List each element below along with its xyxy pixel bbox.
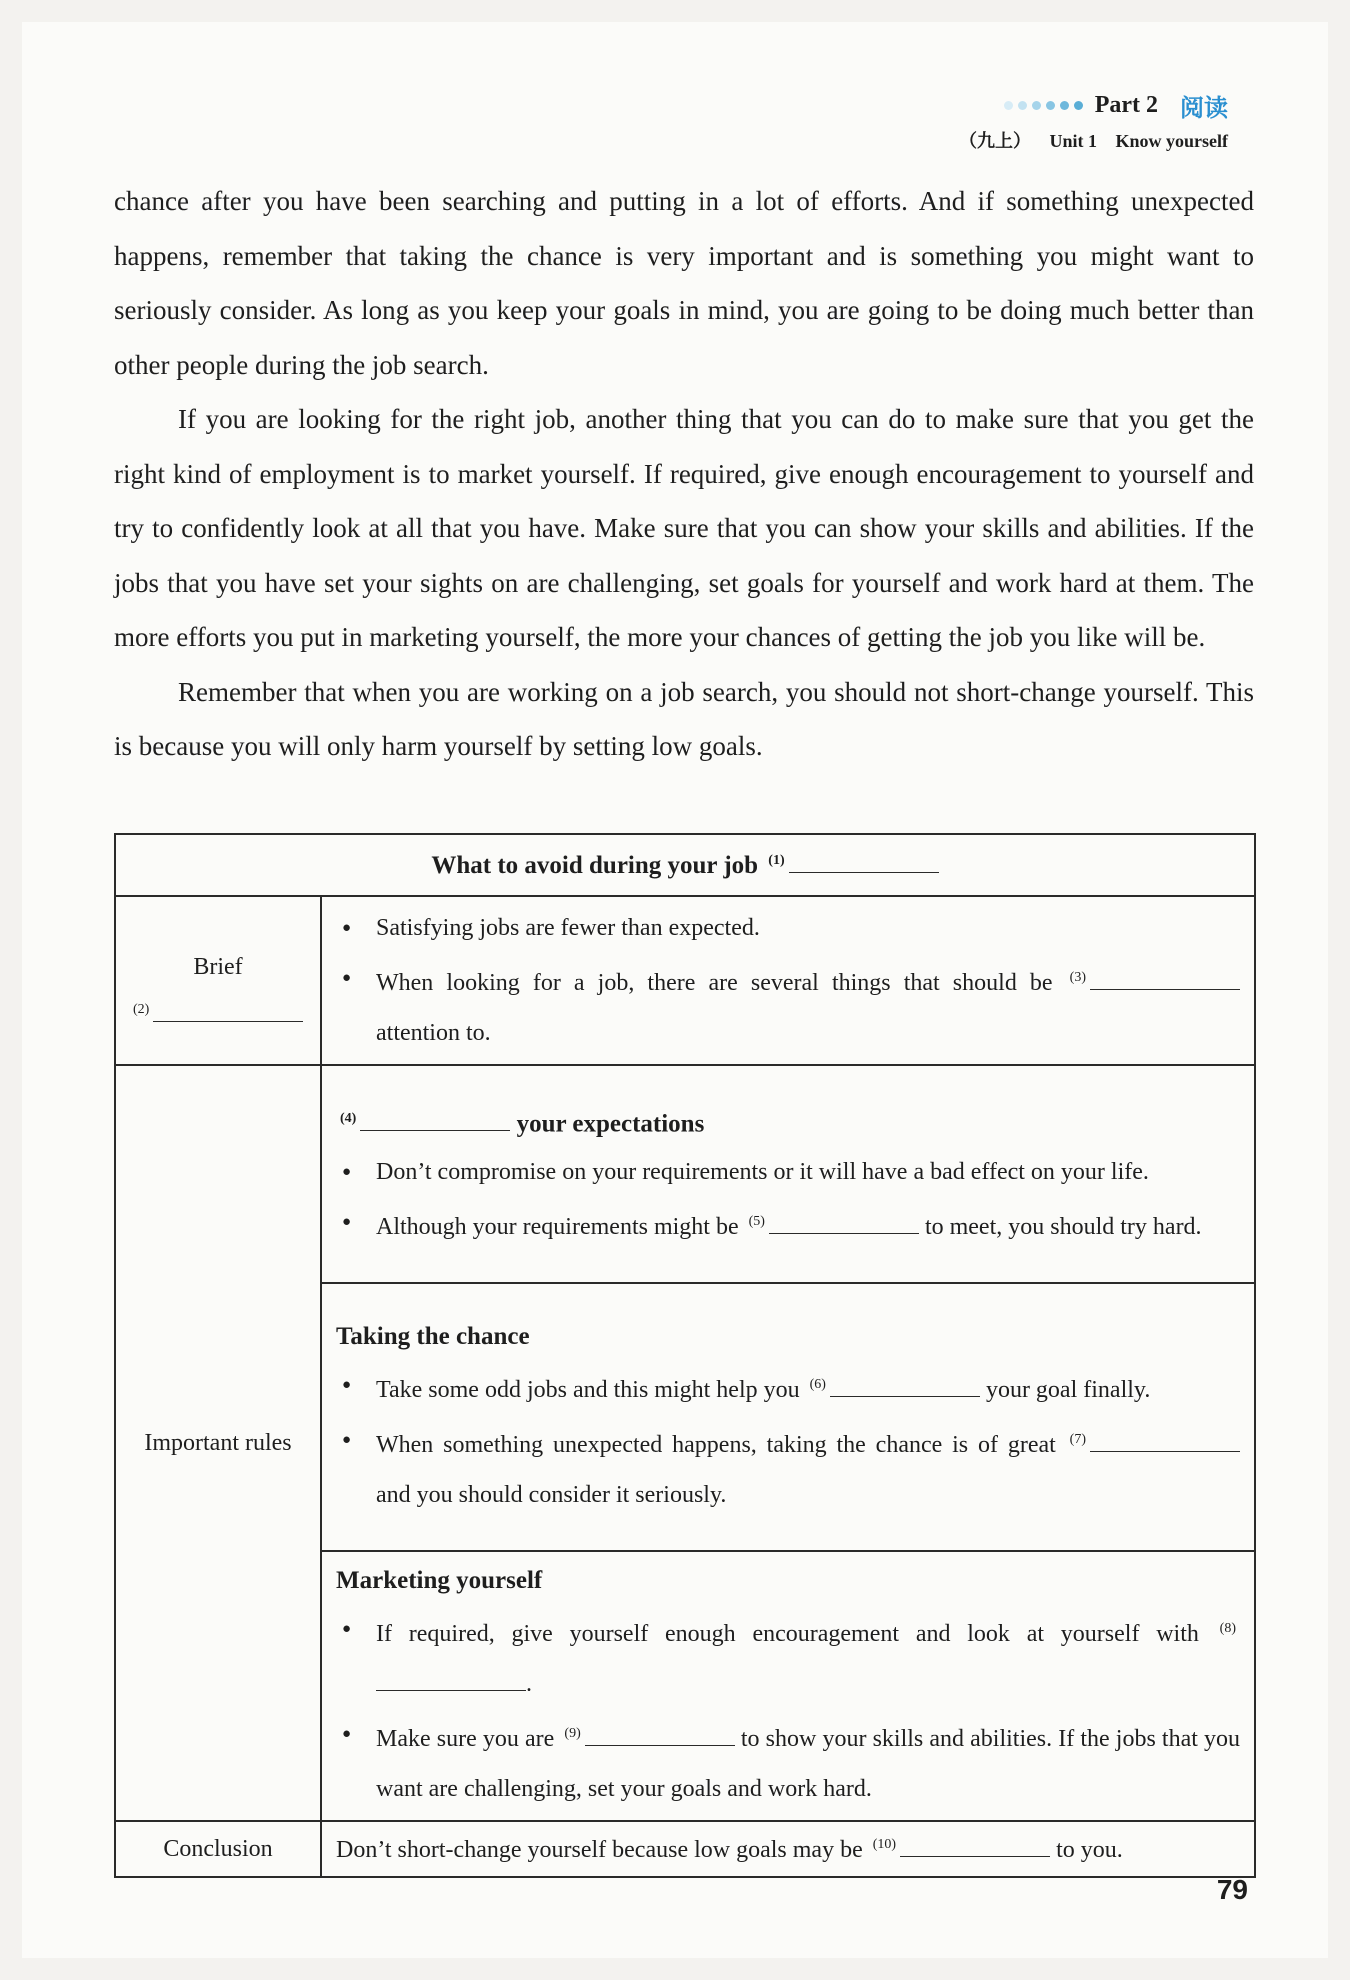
list-item — [336, 1197, 1240, 1252]
decorative-dots — [1004, 101, 1083, 110]
dot-icon — [1032, 101, 1041, 110]
dot-icon — [1018, 101, 1027, 110]
bullet-text: Although your requirements might be — [376, 1214, 739, 1241]
page — [22, 22, 1328, 1958]
bullet-text: . — [526, 1671, 532, 1697]
important-rules-label: Important rules — [144, 1429, 292, 1456]
blank-number-1: (1) — [768, 852, 785, 868]
bullet-text: attention to. — [376, 1020, 491, 1046]
reading-passage — [114, 174, 1254, 774]
answer-blank-2[interactable] — [153, 999, 303, 1022]
section-title-text: your expectations — [516, 1110, 705, 1138]
part-label: Part 2 — [1094, 92, 1158, 118]
important-rules-cell — [115, 1065, 321, 1821]
section-expectations-row — [115, 1065, 1255, 1283]
bullet-text: to meet, you should try hard. — [924, 1214, 1202, 1241]
brief-content — [321, 896, 1255, 1065]
answer-blank-3[interactable] — [1090, 967, 1240, 990]
answer-blank-4[interactable] — [360, 1108, 510, 1131]
conclusion-row — [115, 1821, 1255, 1877]
list-item — [336, 1147, 1240, 1197]
conclusion-text: to you. — [1056, 1837, 1123, 1863]
blank-number-9: (9) — [564, 1726, 581, 1741]
list-item — [336, 953, 1240, 1058]
answer-blank-7[interactable] — [1090, 1429, 1240, 1452]
bullet-text: If required, give yourself enough encouragement and look at yourself with — [376, 1621, 1199, 1647]
bullet-text: Satisfying jobs are fewer than expected. — [376, 915, 760, 941]
expectations-content — [321, 1065, 1255, 1283]
dot-icon — [1046, 101, 1055, 110]
grade-label: （九上） — [958, 131, 1031, 151]
brief-row — [115, 896, 1255, 1065]
blank-number-2: (2) — [133, 1002, 150, 1017]
answer-blank-5[interactable] — [769, 1211, 919, 1234]
section-title: Marketing yourself — [336, 1567, 543, 1594]
bullet-text: When something unexpected happens, taking the chance is of great — [376, 1432, 1056, 1458]
list-item — [336, 1709, 1240, 1814]
blank-number-7: (7) — [1069, 1432, 1086, 1447]
bullet-text: and you should consider it seriously. — [376, 1482, 727, 1508]
brief-label: Brief — [193, 954, 243, 980]
paragraph-1: chance after you have been searching and putting in a lot of efforts. And if something unexpected happens, remember that taking the chance is very important and is something you might want to seriously consider. As long as you keep your goals in mind, you are going to be doing much better than other people during the job search. — [114, 186, 1254, 380]
bullet-text: to show your skills and abilities. If the jobs that you want are challenging, set your goals and work hard. — [376, 1726, 1241, 1802]
answer-blank-6[interactable] — [830, 1374, 980, 1397]
answer-blank-9[interactable] — [585, 1723, 735, 1746]
blank-number-10: (10) — [872, 1837, 897, 1852]
paragraph-3: Remember that when you are working on a job search, you should not short-change yourself. This is because you will only harm yourself by setting low goals. — [114, 676, 1254, 761]
answer-blank-8[interactable] — [376, 1668, 526, 1691]
section-title: Taking the chance — [336, 1323, 530, 1350]
blank-number-3: (3) — [1069, 970, 1086, 985]
list-item — [336, 1360, 1240, 1415]
blank-number-5: (5) — [748, 1214, 765, 1230]
conclusion-cell — [115, 1821, 321, 1877]
bullet-text: Don’t compromise on your requirements or it will have a bad effect on your life. — [376, 1159, 1149, 1186]
blank-number-4: (4) — [340, 1110, 357, 1126]
conclusion-label: Conclusion — [163, 1835, 273, 1862]
chance-content — [321, 1283, 1255, 1551]
list-item — [336, 1415, 1240, 1520]
unit-title: Know yourself — [1115, 131, 1228, 151]
conclusion-content — [321, 1821, 1255, 1877]
unit-line — [945, 127, 1228, 153]
list-item — [336, 1604, 1240, 1709]
brief-blank-wrap — [117, 999, 319, 1029]
bullet-text: Take some odd jobs and this might help you — [376, 1377, 800, 1403]
answer-blank-10[interactable] — [900, 1834, 1050, 1857]
blank-number-6: (6) — [809, 1377, 826, 1392]
part-cn-label: 阅读 — [1180, 94, 1228, 122]
bullet-text: your goal finally. — [985, 1377, 1151, 1403]
brief-cell — [115, 896, 321, 1065]
table-title-text: What to avoid during your job — [431, 852, 759, 879]
answer-blank-1[interactable] — [789, 850, 939, 873]
dot-icon — [1060, 101, 1069, 110]
table-title-row — [115, 834, 1255, 896]
dot-icon — [1074, 101, 1083, 110]
conclusion-text: Don’t short-change yourself because low goals may be — [336, 1837, 863, 1863]
page-header — [945, 88, 1228, 153]
marketing-content — [321, 1551, 1255, 1821]
unit-label: Unit 1 — [1049, 131, 1097, 151]
dot-icon — [1004, 101, 1013, 110]
bullet-text: When looking for a job, there are several things that should be — [376, 970, 1053, 996]
paragraph-2: If you are looking for the right job, another thing that you can do to make sure that you get the right kind of employment is to market yourself. If required, give enough encouragement to yourself and try to confidently look at all that you have. Make sure that you can show your skills and abilities. If the jobs that you have set your sights on are challenging, set goals for yourself and work hard at them. The more efforts you put in marketing yourself, the more your chances of getting the job you like will be. — [114, 404, 1254, 652]
blank-number-8: (8) — [1219, 1621, 1236, 1636]
page-number: 79 — [1216, 1874, 1248, 1905]
list-item — [336, 903, 1240, 953]
section-title — [336, 1096, 1240, 1147]
bullet-text: Make sure you are — [376, 1726, 555, 1752]
table-title — [115, 834, 1255, 896]
summary-table — [114, 833, 1256, 1878]
